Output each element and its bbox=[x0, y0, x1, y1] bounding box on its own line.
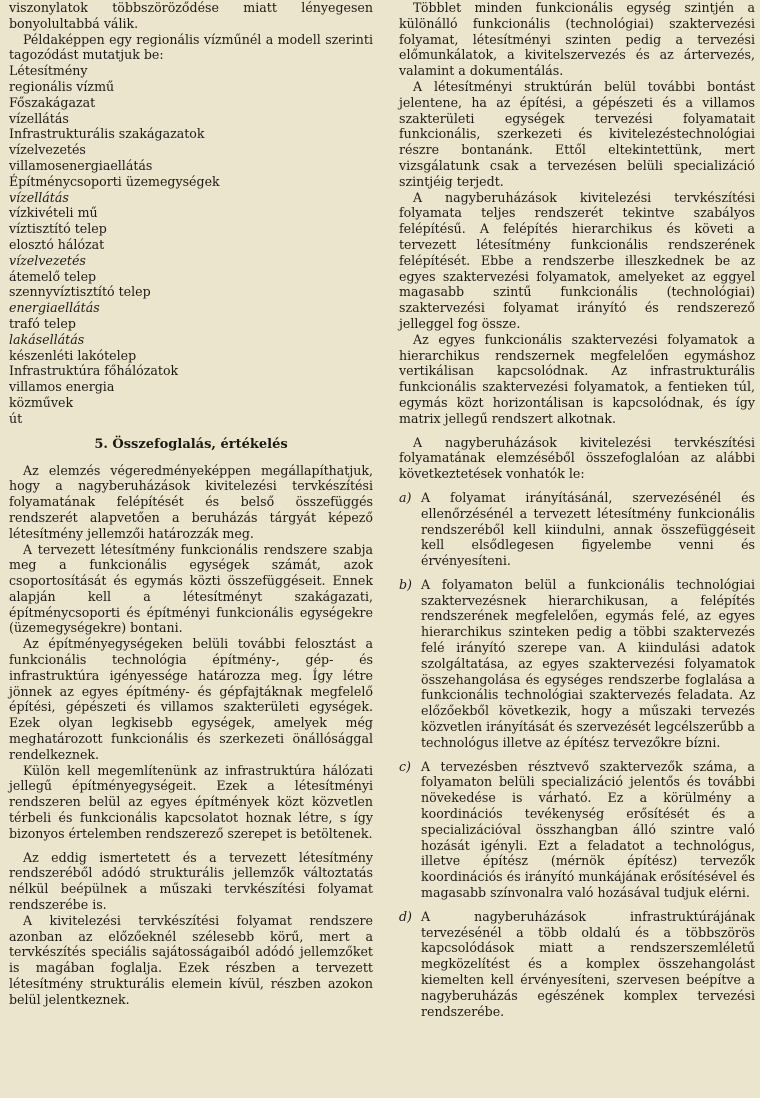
list-item: út bbox=[9, 410, 23, 426]
body-paragraph: Az eddig ismertetett és a tervezett létesítmény rendszeréből adódó strukturális jellemzők változtatás nélkül beépülnek a műszaki tervkészítési folyamat rendszerébe is. bbox=[9, 849, 373, 913]
list-item: elosztó hálózat bbox=[9, 236, 105, 252]
left-paragraphs bbox=[9, 463, 373, 1008]
list-item: Infrastruktúra főhálózatok bbox=[9, 363, 179, 379]
list-item: Építménycsoporti üzemegységek bbox=[9, 173, 220, 189]
list-item: víztisztító telep bbox=[9, 221, 107, 237]
list-item: trafó telep bbox=[9, 315, 76, 331]
list-item: vízelvezetés bbox=[9, 252, 86, 268]
item-text: A nagyberuházások infrastruktúrájának tervezésénél a több oldalú és a többszörös kapcsolódások miatt a rendszerszemléletű megközelítést és a komplex összehangolást kiemelten kell érvényesíteni, szervesen beépítve a nagyberuházás egészének komplex tervezési rendszerébe. bbox=[421, 908, 755, 1019]
body-paragraph: A nagyberuházások kivitelezési tervkészítési folyamata teljes rendszerét tekintve szabályos felépítésű. A felépítés hierarchikus és követi a tervezett létesítmény funkcionális rendszerének felépítését. Ebbe a rendszerbe illeszkednek be az egyes szaktervezési folyamatok, amelyeket az eggyel magasabb szintű funkcionális (technológiai) szaktervezési folyamat irányító és rendszerező jelleggel fog össze. bbox=[399, 189, 755, 331]
list-item: vízellátás bbox=[9, 110, 69, 126]
list-item: villamosenergiaellátás bbox=[9, 157, 153, 173]
list-item: vízkivételi mű bbox=[9, 205, 98, 221]
body-paragraph: Az elemzés végeredményeképpen megállapíthatjuk, hogy a nagyberuházások kivitelezési tervkészítési folyamatának felépítését és belső összefüggés rendszerét alapvetően a beruházás tárgyát képező létesítmény jellemzői határozzák meg. bbox=[9, 462, 373, 541]
body-paragraph: Az egyes funkcionális szaktervezési folyamatok a hierarchikus rendszernek megfelelően egymáshoz vertikálisan kapcsolódnak. Az infrastrukturális funkcionális szaktervezési folyamatok, a fentieken túl, egymás közt horizontálisan is kapcsolódnak, és így matrix jellegű rendszert alkotnak. bbox=[399, 331, 755, 426]
conclusions-list bbox=[399, 490, 755, 1020]
body-paragraph: Többlet minden funkcionális egység szintjén a különálló funkcionális (technológiai) szaktervezési folyamat, létesítményi szinten pedig a tervezési előmunkálatok, a kivitelszervezés és az ártervezés, valamint a dokumentálás. bbox=[399, 0, 755, 79]
list-item: lakásellátás bbox=[9, 331, 85, 347]
list-item: vízelvezetés bbox=[9, 142, 86, 158]
left-column bbox=[9, 0, 373, 1008]
top-text: viszonylatok többszöröződése miatt lényegesen bonyolultabbá válik. bbox=[9, 0, 373, 31]
item-marker: b) bbox=[399, 576, 412, 592]
body-paragraph: A létesítményi struktúrán belül további bontást jelentene, ha az építési, a gépészeti és a villamos szakterületi egységek tervezési folyamatait funkcionális, szerkezeti és kivitelezéstechnológiai részre bontanánk. Ettől eltekintettünk, mert vizsgálatunk csak a tervezésen belüli specializáció szintjéig terjedt. bbox=[399, 78, 755, 189]
list-item: regionális vízmű bbox=[9, 78, 115, 94]
conclusion-item bbox=[399, 577, 755, 751]
list-item: készenléti lakótelep bbox=[9, 347, 137, 363]
item-text: A tervezésben résztvevő szaktervezők száma, a folyamaton belüli specializáció jelentős és további növekedése is várható. Ez a körülmény a koordinációs tevékenység erősítését és a specializációval összhangban álló szintre való hozását igényli. Ezt a feladatot a technológus, illetve építész (mérnök építész) tervezők koordinációs és irányító munkájának erősítésével és magasabb színvonalra való hozásával tudjuk elérni. bbox=[421, 758, 755, 901]
body-paragraph: A nagyberuházások kivitelezési tervkészítési folyamatának elemzéséből összefoglalóan az alábbi következtetések vonhatók le: bbox=[399, 434, 755, 482]
item-text: A folyamaton belül a funkcionális technológiai szaktervezésnek hierarchikusan, a felépítés rendszerének megfelelően, egymás felé, az egyes hierarchikus szinteken pedig a többi szaktervezés felé irányító szerepe van. A kiindulási adatok szolgáltatása, az egyes szaktervezési folyamatok összehangolása és egységes rendszerbe foglalása a funkcionális technológiai szaktervezés feladata. Az előzőekből következik, hogy a műszaki tervezés közvetlen irányítását és szervezését legcélszerűbb a technológus illetve az építész tervezőkre bízni. bbox=[421, 576, 756, 750]
item-marker: c) bbox=[399, 758, 411, 774]
list-item: Infrastrukturális szakágazatok bbox=[9, 126, 205, 142]
list-item: villamos energia bbox=[9, 379, 115, 395]
conclusion-item bbox=[399, 490, 755, 569]
body-paragraph: A tervezett létesítmény funkcionális rendszere szabja meg a funkcionális egységek számát, azok csoportosítását és egymás közti összefüggéseit. Ennek alapján kell a létesítményt szakágazati, építménycsoporti és építményi funkcionális egységekre (üzemegységekre) bontani. bbox=[9, 541, 373, 636]
model-hierarchy-list bbox=[9, 63, 373, 426]
right-paragraphs bbox=[399, 0, 755, 482]
body-paragraph: Külön kell megemlítenünk az infrastruktúra hálózati jellegű építményegységeit. Ezek a létesítményi rendszeren belül az egyes építmények közt közvetlen térbeli és funkcionális kapcsolatot hoznak létre, s így bizonyos értelemben rendszerező szerepet is betöltenek. bbox=[9, 762, 373, 841]
item-marker: a) bbox=[399, 489, 412, 505]
conclusion-item bbox=[399, 759, 755, 901]
list-item: közművek bbox=[9, 394, 74, 410]
list-item: Létesítmény bbox=[9, 63, 88, 79]
body-paragraph: A kivitelezési tervkészítési folyamat rendszere azonban az előzőeknél szélesebb körű, mert a tervkészítés speciális sajátosságaiból adódó jellemzőket is magában foglalja. Ezek részben a tervezett létesítmény strukturális elemein kívül, részben azokon belül jelentkeznek. bbox=[9, 912, 373, 1007]
conclusion-item bbox=[399, 909, 755, 1020]
section-title: 5. Összefoglalás, értékelés bbox=[94, 436, 288, 452]
list-item: átemelő telep bbox=[9, 268, 97, 284]
item-text: A folyamat irányításánál, szervezésénél és ellenőrzésénél a tervezett létesítmény funkcionális rendszeréből kell kiindulni, annak összefüggéseit kell elsődlegesen figyelembe venni és érvényesíteni. bbox=[421, 489, 755, 569]
intro-paragraph: Példaképpen egy regionális vízműnél a modell szerinti tagozódást mutatjuk be: bbox=[9, 31, 373, 63]
list-item: Főszakágazat bbox=[9, 94, 96, 110]
item-marker: d) bbox=[399, 908, 412, 924]
right-column bbox=[399, 0, 755, 1019]
body-paragraph: Az építményegységeken belüli további felosztást a funkcionális technológia építmény-, gép- és infrastruktúra igényessége határozza meg. Így létre jönnek az egyes építmény- és gépfajtáknak megfelelő építési, gépészeti és villamos szakterületi egységek. Ezek olyan legkisebb egységek, amelyek még meghatározott funkcionális és szerkezeti önállósággal rendelkeznek. bbox=[9, 636, 373, 762]
list-item: szennyvíztisztító telep bbox=[9, 284, 151, 300]
list-item: energiaellátás bbox=[9, 300, 100, 316]
list-item: vízellátás bbox=[9, 189, 69, 205]
